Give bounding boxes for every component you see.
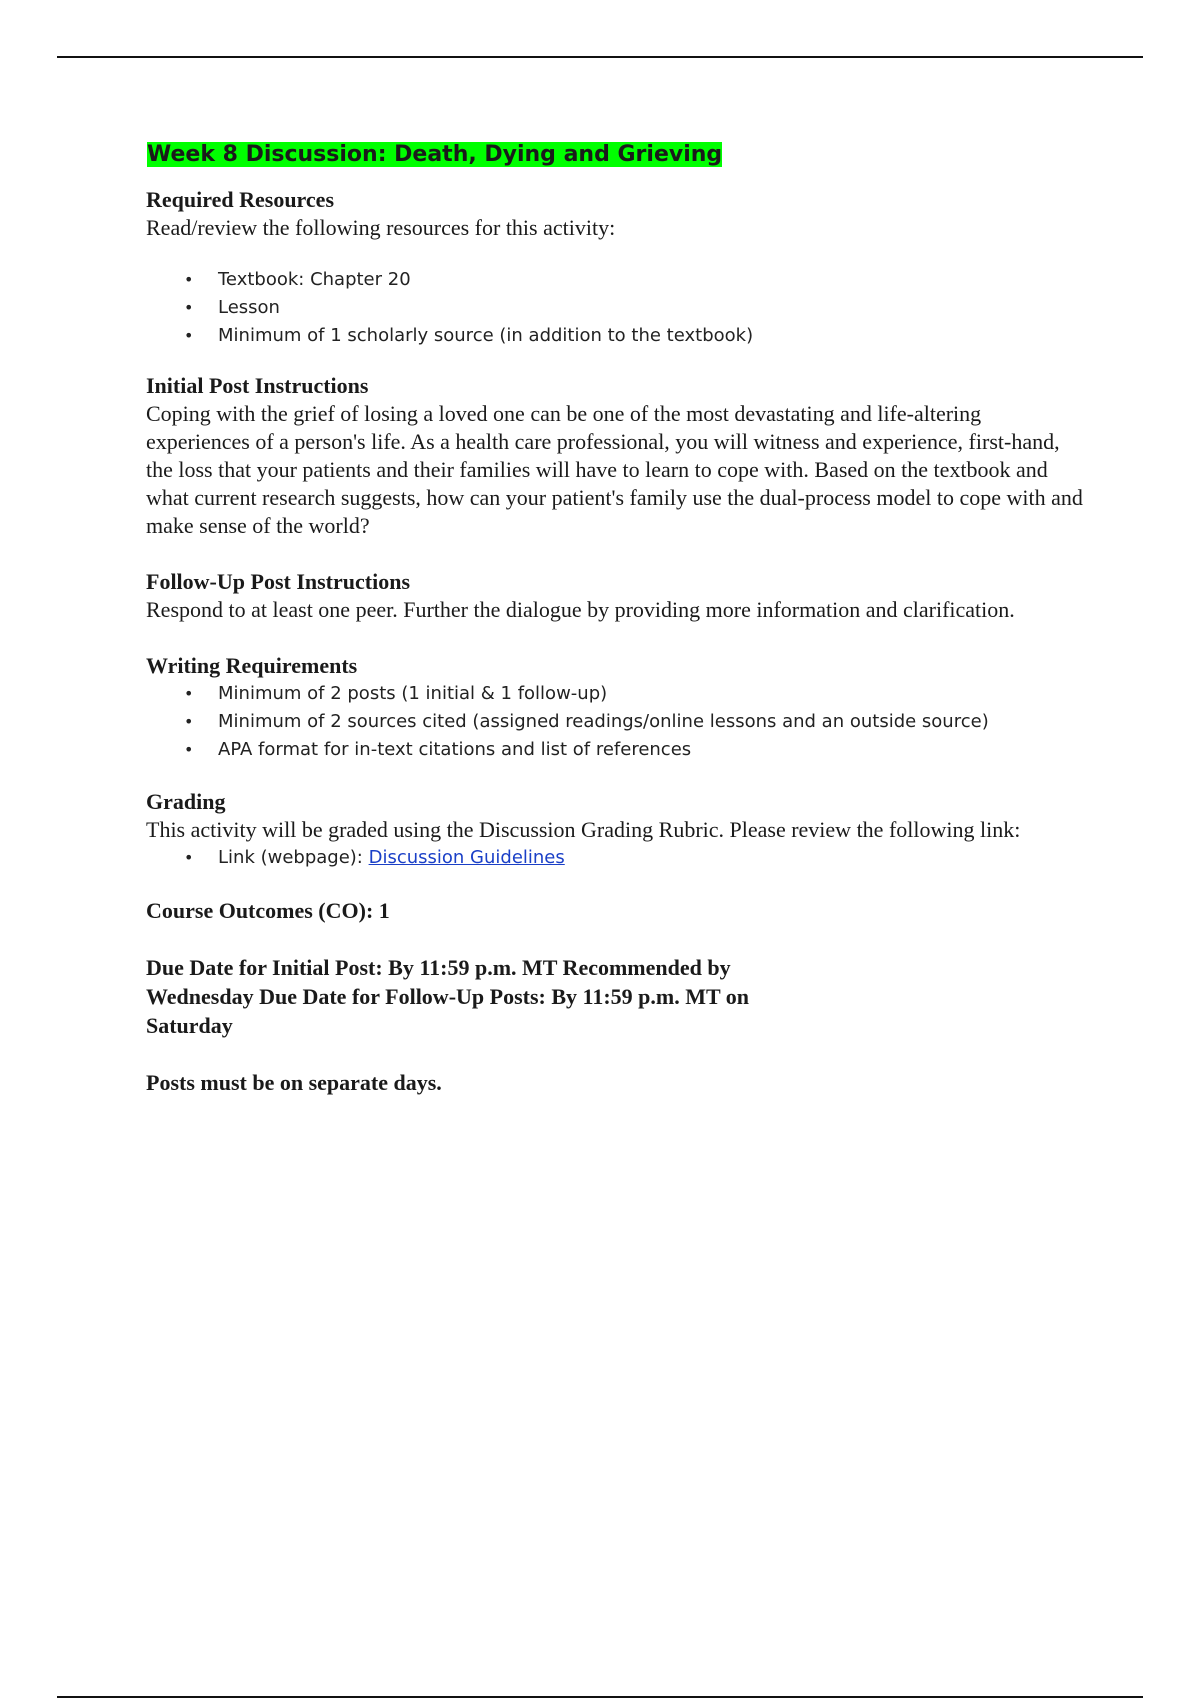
initial-post-body: Coping with the grief of losing a loved one can be one of the most devastating and life-altering experiences of a person's life. As a health care professional, you will witness and experience, first-hand, the loss that your patients and their families will have to learn to cope with. Based on the textbook and what current research suggests, how can your patient's family use the dual-process model to cope with and make sense of the world? [146,401,1083,538]
initial-post-heading: Initial Post Instructions [146,373,369,398]
grading-heading: Grading [146,789,226,814]
page-title: Week 8 Discussion: Death, Dying and Grieving [147,142,723,167]
follow-up-heading: Follow-Up Post Instructions [146,569,411,594]
initial-post-section [146,372,1086,540]
bullet-icon: • [184,298,194,317]
follow-up-body: Respond to at least one peer. Further the dialogue by providing more information and clarification. [146,597,1015,622]
list-item: • Minimum of 1 scholarly source (in addition to the textbook) [146,322,1086,350]
required-resources-section [146,186,1086,350]
discussion-guidelines-link[interactable]: Discussion Guidelines [368,847,565,868]
due-date: Due Date for Initial Post: By 11:59 p.m. MT Recommended by Wednesday Due Date for Follow-Up Posts: By 11:59 p.m. MT on Saturday [146,955,749,1038]
document-body [146,140,1086,1097]
bullet-icon: • [184,712,194,731]
bullet-icon: • [184,740,194,759]
grading-section [146,788,1086,872]
bullet-icon: • [184,326,194,345]
list-item: • APA format for in-text citations and list of references [146,736,1086,764]
required-resources-heading: Required Resources [146,187,335,212]
list-item: • Lesson [146,294,1086,322]
grading-body: This activity will be graded using the Discussion Grading Rubric. Please review the following link: [146,817,1021,842]
writing-requirements-section [146,652,1086,764]
writing-requirements-list [146,680,1086,764]
list-item: • Minimum of 2 posts (1 initial & 1 follow-up) [146,680,1086,708]
follow-up-section [146,568,1086,624]
bullet-icon: • [184,684,194,703]
bullet-icon: • [184,848,194,867]
writing-requirements-heading: Writing Requirements [146,653,358,678]
list-item: • Textbook: Chapter 20 [146,266,1086,294]
required-resources-list [146,266,1086,350]
link-prefix: Link (webpage): [218,847,369,868]
top-rule [57,56,1143,58]
course-outcomes: Course Outcomes (CO): 1 [146,898,390,923]
list-item: • Minimum of 2 sources cited (assigned readings/online lessons and an outside source) [146,708,1086,736]
bottom-rule [57,1696,1143,1698]
bullet-icon: • [184,270,194,289]
list-item [146,844,1086,872]
grading-list [146,844,1086,872]
required-resources-intro: Read/review the following resources for this activity: [146,215,616,240]
separate-days-note: Posts must be on separate days. [146,1070,442,1095]
